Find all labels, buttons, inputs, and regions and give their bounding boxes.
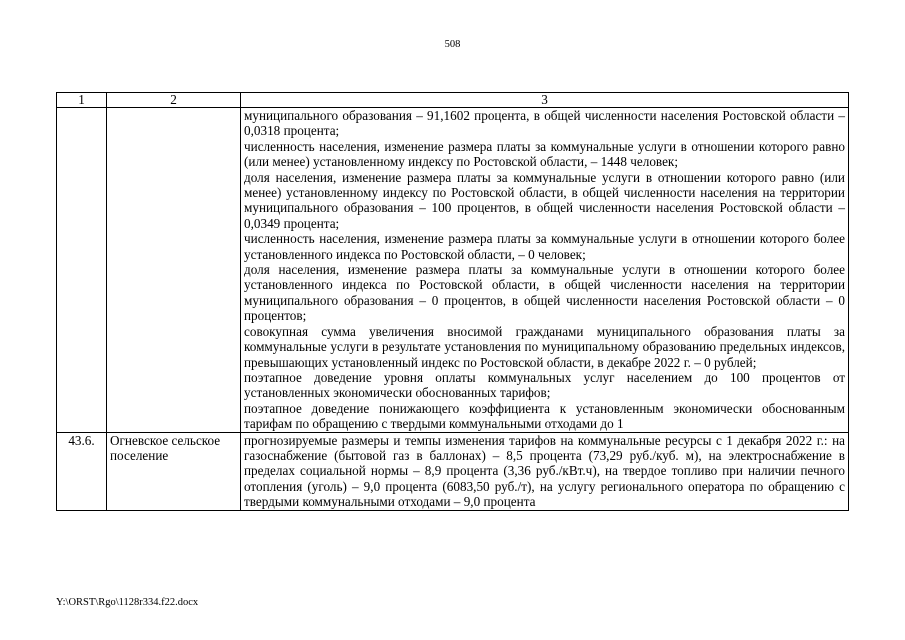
table-header-row <box>57 93 849 108</box>
settlement-name-cell <box>107 108 241 433</box>
description-cell <box>241 108 849 433</box>
paragraph: численность населения, изменение размера платы за коммунальные услуги в отношении которого более установленного индекса по Ростовской области, – 0 человек; <box>244 231 845 262</box>
document-file-path: Y:\ORST\Rgo\1128r334.f22.docx <box>56 597 199 608</box>
column-header: 2 <box>107 93 241 108</box>
column-header: 1 <box>57 93 107 108</box>
paragraph: доля населения, изменение размера платы за коммунальные услуги в отношении которого равно (или менее) установленному индексу по Ростовской области, в общей численности населения на территории муниципального образования – 100 процентов, в общей численности населения Ростовской области – 0,0349 процента; <box>244 169 845 231</box>
table-row <box>57 432 849 510</box>
paragraph: доля населения, изменение размера платы за коммунальные услуги в отношении которого более установленного индекса по Ростовской области, в общей численности населения на территории муниципального образования – 0 процентов, в общей численности населения Ростовской области – 0 процентов; <box>244 262 845 324</box>
document-table <box>56 92 849 511</box>
paragraph: прогнозируемые размеры и темпы изменения тарифов на коммунальные ресурсы с 1 декабря 2022 г.: на газоснабжение (бытовой газ в баллонах) – 8,5 процента (73,29 руб./куб. м), на электроснабжение в пределах социальной нормы – 8,9 процента (3,36 руб./кВт.ч), на твердое топливо при наличии печного отопления (уголь) – 9,0 процента (6083,50 руб./т), на услугу регионального оператора по обращению с твердыми коммунальными отходами – 9,0 процента <box>244 432 845 510</box>
row-number-cell <box>57 108 107 433</box>
row-number-cell: 43.6. <box>57 432 107 510</box>
page-number: 508 <box>444 39 461 50</box>
clipped-text-region <box>244 433 845 510</box>
column-header: 3 <box>241 93 849 108</box>
paragraph: совокупная сумма увеличения вносимой гражданами муниципального образования платы за коммунальные услуги в результате установления по муниципальному образованию предельных индексов, превышающих установленный индекс по Ростовской области, в декабре 2022 г. – 0 рублей; <box>244 323 845 370</box>
settlement-name-cell: Огневское сельское поселение <box>107 432 241 510</box>
paragraph: муниципального образования – 91,1602 процента, в общей численности населения Ростовской области – 0,0318 процента; <box>244 108 845 139</box>
table-row <box>57 108 849 433</box>
description-cell <box>241 432 849 510</box>
paragraph: поэтапное доведение понижающего коэффициента к установленным экономически обоснованным тарифам по обращению с твердыми коммунальными отходами до 1 <box>244 400 845 432</box>
paragraph: поэтапное доведение уровня оплаты коммунальных услуг населением до 100 процентов от установленных экономически обоснованных тарифов; <box>244 369 845 401</box>
paragraph: численность населения, изменение размера платы за коммунальные услуги в отношении которого равно (или менее) установленному индексу по Ростовской области, – 1448 человек; <box>244 138 845 170</box>
